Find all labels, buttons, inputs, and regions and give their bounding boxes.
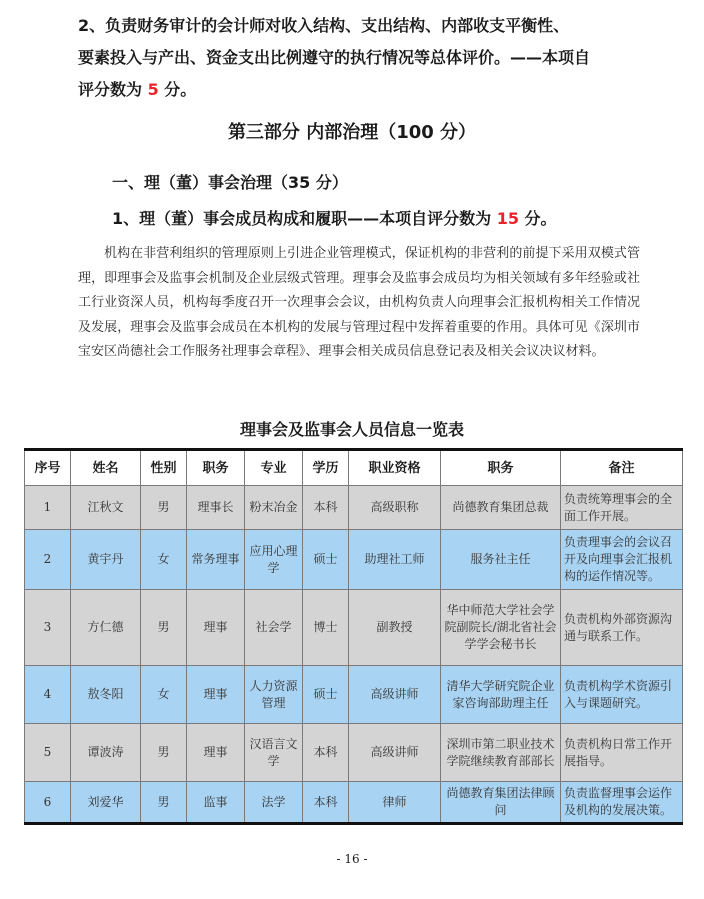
cell-seq: 3: [25, 590, 71, 666]
table-row: [25, 486, 683, 530]
cell-gender: 女: [141, 666, 187, 724]
table-row: [25, 782, 683, 824]
cell-qualification: 高级讲师: [349, 666, 441, 724]
cell-position: 理事: [187, 666, 245, 724]
item-heading: [112, 206, 557, 229]
page-number: - 16 -: [336, 852, 368, 866]
header-note: 备注: [561, 450, 683, 486]
header-gender: 性别: [141, 450, 187, 486]
cell-major: 人力资源管理: [245, 666, 303, 724]
cell-qualification: 高级职称: [349, 486, 441, 530]
paragraph-line-2: 要素投入与产出、资金支出比例遵守的执行情况等总体评价。——本项自: [78, 48, 591, 67]
table-row: [25, 530, 683, 590]
cell-name: 敖冬阳: [71, 666, 141, 724]
subsection-heading: 一、理（董）事会治理（35 分）: [112, 173, 348, 192]
cell-qualification: 助理社工师: [349, 530, 441, 590]
table-header-row: [25, 450, 683, 486]
cell-note: 负责机构学术资源引入与课题研究。: [561, 666, 683, 724]
cell-major: 应用心理学: [245, 530, 303, 590]
item-heading-suffix: 分。: [518, 209, 557, 228]
cell-seq: 1: [25, 486, 71, 530]
score-value: 5: [147, 80, 159, 99]
cell-education: 硕士: [303, 666, 349, 724]
cell-education: 博士: [303, 590, 349, 666]
cell-gender: 男: [141, 724, 187, 782]
cell-seq: 5: [25, 724, 71, 782]
cell-position: 监事: [187, 782, 245, 824]
members-table: [24, 448, 683, 825]
cell-note: 负责统筹理事会的全面工作开展。: [561, 486, 683, 530]
cell-job: 深圳市第二职业技术学院继续教育部部长: [441, 724, 561, 782]
header-seq: 序号: [25, 450, 71, 486]
cell-education: 本科: [303, 486, 349, 530]
cell-major: 粉末冶金: [245, 486, 303, 530]
cell-job: 华中师范大学社会学院副院长/湖北省社会学学会秘书长: [441, 590, 561, 666]
header-major: 专业: [245, 450, 303, 486]
cell-job: 清华大学研究院企业家咨询部助理主任: [441, 666, 561, 724]
header-name: 姓名: [71, 450, 141, 486]
cell-qualification: 副教授: [349, 590, 441, 666]
cell-name: 江秋文: [71, 486, 141, 530]
cell-education: 硕士: [303, 530, 349, 590]
cell-gender: 男: [141, 486, 187, 530]
cell-name: 谭波涛: [71, 724, 141, 782]
cell-education: 本科: [303, 724, 349, 782]
cell-position: 常务理事: [187, 530, 245, 590]
score-suffix: 分。: [158, 80, 197, 99]
cell-qualification: 高级讲师: [349, 724, 441, 782]
table-row: [25, 724, 683, 782]
cell-note: 负责机构日常工作开展指导。: [561, 724, 683, 782]
header-position: 职务: [187, 450, 245, 486]
paragraph-line-3: [78, 74, 638, 106]
cell-job: 服务社主任: [441, 530, 561, 590]
header-education: 学历: [303, 450, 349, 486]
cell-note: 负责理事会的会议召开及向理事会汇报机构的运作情况等。: [561, 530, 683, 590]
cell-qualification: 律师: [349, 782, 441, 824]
cell-position: 理事: [187, 724, 245, 782]
cell-major: 汉语言文学: [245, 724, 303, 782]
cell-seq: 6: [25, 782, 71, 824]
table-row: [25, 590, 683, 666]
header-qualification: 职业资格: [349, 450, 441, 486]
item-score-value: 15: [496, 209, 519, 228]
cell-major: 法学: [245, 782, 303, 824]
cell-seq: 4: [25, 666, 71, 724]
cell-education: 本科: [303, 782, 349, 824]
cell-gender: 女: [141, 530, 187, 590]
cell-job: 尚德教育集团总裁: [441, 486, 561, 530]
table-title: 理事会及监事会人员信息一览表: [239, 420, 464, 439]
paragraph-line-1: 2、负责财务审计的会计师对收入结构、支出结构、内部收支平衡性、: [78, 16, 570, 35]
table-row: [25, 666, 683, 724]
cell-major: 社会学: [245, 590, 303, 666]
cell-name: 黄宇丹: [71, 530, 141, 590]
cell-position: 理事长: [187, 486, 245, 530]
header-job: 职务: [441, 450, 561, 486]
cell-gender: 男: [141, 782, 187, 824]
item-heading-prefix: 1、理（董）事会成员构成和履职——本项自评分数为: [112, 209, 497, 228]
cell-note: 负责监督理事会运作及机构的发展决策。: [561, 782, 683, 824]
cell-seq: 2: [25, 530, 71, 590]
cell-note: 负责机构外部资源沟通与联系工作。: [561, 590, 683, 666]
cell-job: 尚德教育集团法律顾问: [441, 782, 561, 824]
cell-name: 方仁德: [71, 590, 141, 666]
cell-name: 刘爱华: [71, 782, 141, 824]
score-prefix: 评分数为: [78, 80, 148, 99]
cell-position: 理事: [187, 590, 245, 666]
section-title: 第三部分 内部治理（100 分）: [227, 122, 477, 143]
cell-gender: 男: [141, 590, 187, 666]
body-paragraph: 机构在非营利组织的管理原则上引进企业管理模式，保证机构的非营利的前提下采用双模式管理，即理事会及监事会机制及企业层级式管理。理事会及监事会成员均为相关领域有多年经验或社工行业资深人员，机构每季度召开一次理事会会议，由机构负责人向理事会汇报机构相关工作情况及发展，理事会及监事会成员在本机构的发展与管理过程中发挥着重要的作用。具体可见《深圳市宝安区尚德社会工作服务社理事会章程》、理事会相关成员信息登记表及相关会议决议材料。: [78, 246, 640, 359]
